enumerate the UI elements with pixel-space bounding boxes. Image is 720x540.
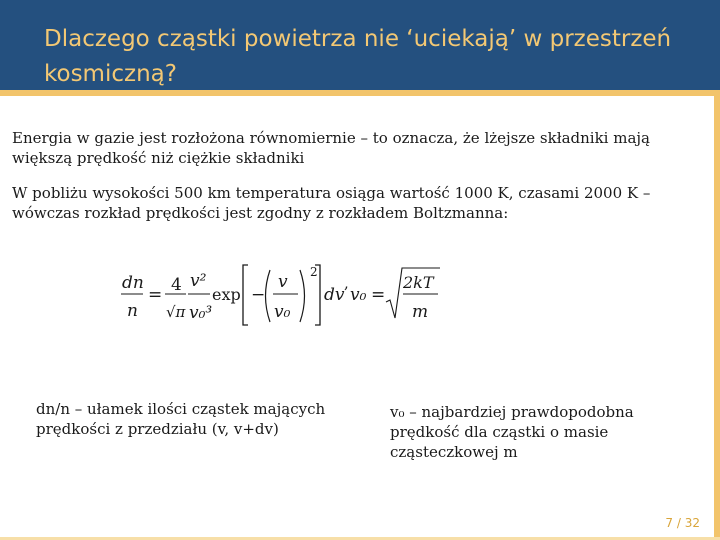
paragraph-energy: Energia w gazie jest rozłożona równomiernie – to oznacza, że lżejsze składniki mają większą prędkość niż ciężkie składniki xyxy=(12,129,650,167)
formula-bracket-v: v xyxy=(278,272,288,292)
accent-edge xyxy=(714,96,720,540)
formula-coef-num: 4 xyxy=(171,275,182,295)
formula-sqrt-num: 2kT xyxy=(403,273,434,292)
slide-title: Dlaczego cząstki powietrza nie ‘uciekają’ w przestrzeń kosmiczną? xyxy=(44,26,672,87)
page-separator: / xyxy=(676,516,681,530)
formula-bracket-pow: 2 xyxy=(310,265,318,279)
left-paren xyxy=(266,270,271,322)
formula-equals-1: = xyxy=(148,285,163,305)
formula-minus: − xyxy=(251,285,266,305)
left-square-bracket xyxy=(243,265,248,325)
formula-bracket-v0: v₀ xyxy=(274,302,291,322)
right-paren xyxy=(300,270,305,322)
note-v0: v₀ – najbardziej prawdopodobna prędkość dla cząstki o masie cząsteczkowej m xyxy=(390,403,634,461)
formula-svg xyxy=(118,262,448,332)
boltzmann-formula xyxy=(118,262,448,332)
formula-sqrt-den: m xyxy=(412,302,429,322)
formula-coef-den: √π xyxy=(166,303,186,321)
note-dn-n: dn/n – ułamek ilości cząstek mających prędkości z przedziału (v, v+dv) xyxy=(36,400,326,438)
formula-v03: v₀³ xyxy=(189,303,213,323)
paragraph-temperature: W pobliżu wysokości 500 km temperatura osiąga wartość 1000 K, czasami 2000 K – wówczas rozkład prędkości jest zgodny z rozkładem Boltzmanna: xyxy=(12,184,651,222)
formula-equals-2: = xyxy=(371,285,386,305)
formula-v2: v² xyxy=(190,271,207,291)
formula-lhs-num: dn xyxy=(122,273,144,293)
formula-exp: exp xyxy=(212,285,241,304)
page-number xyxy=(665,516,700,530)
formula-dv: dv xyxy=(324,285,345,305)
page-total: 32 xyxy=(684,516,700,530)
formula-lhs-den: n xyxy=(127,301,138,321)
formula-comma: , xyxy=(344,274,349,292)
title-band xyxy=(0,0,720,96)
formula-v0-lhs: v₀ xyxy=(350,285,367,305)
page-current: 7 xyxy=(665,516,674,530)
